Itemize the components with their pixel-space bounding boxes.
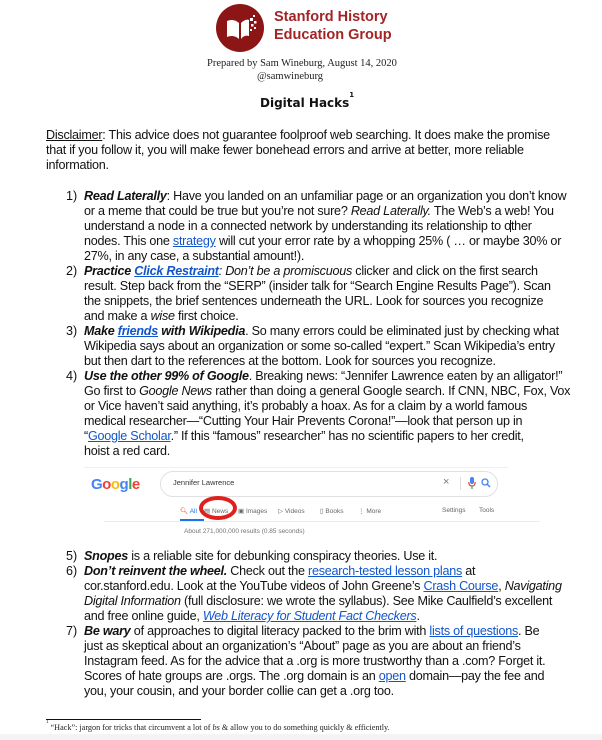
tab-news[interactable]: ▤ News — [204, 508, 229, 515]
item-2-line: and make a wise first choice. — [84, 309, 239, 323]
item-6-line: cor.stanford.edu. Look at the YouTube videos of John Greene’s Crash Course, Navigating — [84, 579, 562, 593]
disclaimer-line: that if you follow it, you will make fewer bonehead errors and arrive at better, more reliable — [46, 143, 524, 157]
item-1-line: nodes. This one strategy will cut your error rate by a whopping 25% ( … or maybe 30% or — [84, 234, 562, 248]
item-number: 1) — [66, 189, 78, 203]
item-4-line: Use the other 99% of Google. Breaking news: “Jennifer Lawrence eaten by an alligator!” — [84, 369, 563, 383]
disclaimer-line: information. — [46, 158, 109, 172]
google-logo: Google — [91, 476, 140, 493]
disclaimer-line: Disclaimer: This advice does not guarantee foolproof web searching. It does make the promise — [46, 128, 550, 142]
click-restraint-link[interactable]: Click Restraint — [134, 264, 219, 278]
search-query[interactable]: Jennifer Lawrence — [173, 478, 235, 487]
item-number: 3) — [66, 324, 78, 338]
page-bottom-edge — [0, 734, 602, 740]
item-number: 2) — [66, 264, 78, 278]
disclaimer-label: Disclaimer — [46, 128, 103, 142]
item-4-line: “Google Scholar.” If this “famous” researcher” has no scientific papers to her credit, — [84, 429, 524, 443]
item-heading: Read Laterally — [84, 189, 167, 203]
footnote: $^1$ “Hack”: jargon for tricks that circumvent a lot of bs & allow you to do something quickly & efficiently. — [46, 720, 390, 732]
item-number: 4) — [66, 369, 78, 383]
item-heading: Practice — [84, 264, 135, 278]
red-highlight-circle — [199, 496, 237, 520]
item-heading: Snopes — [84, 549, 128, 563]
item-heading: Use the other 99% of Google — [84, 369, 249, 383]
item-number: 7) — [66, 624, 78, 638]
org-name-line2: Education Group — [274, 27, 392, 43]
tab-books[interactable]: ▯ Books — [320, 508, 344, 515]
footnote-separator — [46, 719, 201, 720]
item-7-line: you, your cousin, and your border collie can get a .org too. — [84, 684, 394, 698]
item-7-line: Instagram feed. As for the advice that a .org is more trustworthy than a .com? Forget it. — [84, 654, 546, 668]
item-4-line: Go first to Google News rather than doing a general Google search. If CNN, NBC, Fox, Vox — [84, 384, 571, 398]
results-count: About 271,000,000 results (0.85 seconds) — [184, 528, 305, 535]
item-heading: Make — [84, 324, 118, 338]
active-tab-underline — [180, 519, 204, 521]
search-icon[interactable] — [481, 478, 491, 488]
tabs-divider — [104, 521, 540, 522]
strategy-link[interactable]: strategy — [172, 234, 216, 248]
item-6-line: Digital Information (full disclosure: we wrote the syllabus). See Mike Caulfield’s excellent — [84, 594, 553, 608]
title-footnote-mark[interactable]: 1 — [349, 91, 355, 99]
page-title: Digital Hacks$^1$ — [260, 91, 355, 110]
byline: Prepared by Sam Wineburg, August 14, 2020 — [207, 58, 397, 69]
google-search-box[interactable] — [160, 471, 498, 497]
item-3-line: Wikipedia says about an organization or some so-called “expert.” Scan Wikipedia’s entry — [84, 339, 555, 353]
org-name-line1: Stanford History — [274, 9, 388, 25]
crash-course-link[interactable]: Crash Course — [423, 579, 499, 593]
item-7-line: Scores of hate groups are .orgs. The .org domain is an open domain—pay the fee and — [84, 669, 545, 683]
item-number: 5) — [66, 549, 78, 563]
google-search-screenshot — [84, 467, 508, 546]
item-7-line: Be wary of approaches to digital literacy packed to the brim with lists of questions. Be — [84, 624, 540, 638]
tab-images[interactable]: ▣ Images — [238, 508, 268, 515]
tab-more[interactable]: ⋮ More — [358, 508, 382, 515]
microphone-icon[interactable] — [468, 477, 476, 490]
item-4-line: hoist a red card. — [84, 444, 171, 458]
item-heading: Be wary — [84, 624, 131, 638]
item-1-line: 27%, in any case, a substantial amount!). — [84, 249, 305, 263]
divider — [460, 477, 461, 490]
open-domain-link[interactable]: open — [378, 669, 406, 683]
item-2-line: result. Step back from the “SERP” (insider talk for “Search Engine Results Page”). Scan — [84, 279, 551, 293]
item-3-line: but then dart to the references at the bottom. Look for sources you recognize. — [84, 354, 496, 368]
item-2-line: Practice Click Restraint: Don’t be a promiscuous clicker and click on the first search — [84, 264, 538, 278]
item-1-line: Read Laterally: Have you landed on an unfamiliar page or an organization you don’t know — [84, 189, 567, 203]
lesson-plans-link[interactable]: research-tested lesson plans — [308, 564, 463, 578]
item-6-line: and free online guide, Web Literacy for Student Fact Checkers. — [84, 609, 420, 623]
lists-of-questions-link[interactable]: lists of questions — [429, 624, 519, 638]
google-scholar-link[interactable]: Google Scholar — [87, 429, 171, 443]
sheg-logo — [216, 4, 264, 52]
item-4-line: medical researcher—“Cutting Your Hair Prevents Corona!”—look that person up in — [84, 414, 523, 428]
item-1-line: understand a node in a connected network by understanding its relationship to other — [84, 219, 532, 233]
tools-link[interactable]: Tools — [479, 507, 495, 514]
item-1-line: or a meme that could be true but you’re not sure? Read Laterally. The Web’s a web! You — [84, 204, 554, 218]
open-book-icon — [216, 4, 264, 52]
settings-link[interactable]: Settings — [442, 507, 466, 514]
tab-videos[interactable]: ▷ Videos — [278, 508, 305, 515]
item-number: 6) — [66, 564, 78, 578]
item-heading: Don’t reinvent the wheel. — [84, 564, 228, 578]
web-literacy-guide-link[interactable]: Web Literacy for Student Fact Checkers — [202, 609, 417, 623]
item-2-line: the snippets, the brief sentences underneath the URL. Look for sources you recognize — [84, 294, 544, 308]
item-7-line: just as skeptical about an organization’s “About” page as you are about an friend’s — [84, 639, 521, 653]
item-3-line: Make friends with Wikipedia. So many errors could be eliminated just by checking what — [84, 324, 559, 338]
item-4-line: or Vice haven’t said anything, it’s probably a hoax. As for a claim by a world famous — [84, 399, 528, 413]
item-6-line: Don’t reinvent the wheel. Check out the research-tested lesson plans at — [84, 564, 476, 578]
clear-icon[interactable]: × — [443, 476, 450, 488]
friends-link[interactable]: friends — [117, 324, 159, 338]
tab-all[interactable]: 🔍︎ All — [180, 508, 197, 515]
item-5-line: Snopes is a reliable site for debunking conspiracy theories. Use it. — [84, 549, 438, 563]
author-handle: @samwineburg — [257, 71, 324, 82]
